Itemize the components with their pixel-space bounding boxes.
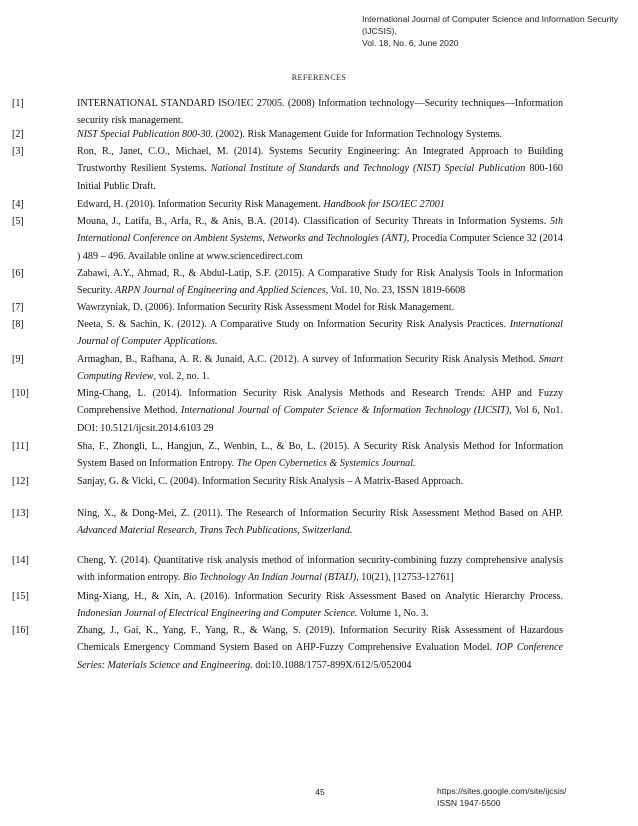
reference-text-tail: , vol. 2, no. 1. bbox=[153, 371, 210, 383]
reference-number: [5] bbox=[12, 216, 24, 227]
reference-number: [9] bbox=[12, 354, 24, 365]
reference-text: Neeta, S. & Sachin, K. (2012). A Comparative Study on Information Security Risk Analysis Practices. bbox=[77, 319, 510, 330]
reference-text: Edward, H. (2010). Information Security Risk Management. bbox=[77, 199, 324, 210]
reference-venue: 5th International Conference on Ambient Systems, Networks and Technologies (ANT), bbox=[77, 216, 563, 245]
reference-item bbox=[12, 622, 564, 674]
reference-item bbox=[12, 351, 563, 386]
reference-item bbox=[12, 588, 563, 623]
reference-venue: The Open Cybernetics & Systemics Journal. bbox=[236, 458, 416, 470]
reference-number: [13] bbox=[12, 508, 29, 519]
reference-text-tail: , Vol. 10, No. 23, ISSN 1819-6608 bbox=[325, 285, 466, 297]
reference-text: Sha, F., Zhongli, L., Hangjun, Z., Wenbin, L., & Bo, L. (2015). A Security Risk Analysis Method for Information System Based on Information Entropy. bbox=[77, 441, 563, 470]
reference-venue: Bio Technology An Indian Journal (BTAIJ), bbox=[182, 572, 359, 584]
reference-venue: Smart Computing Review bbox=[77, 354, 563, 383]
reference-venue: International Journal of Computer Applications. bbox=[77, 319, 563, 348]
journal-title-line: International Journal of Computer Science and Information Security (IJCSIS), bbox=[362, 14, 619, 36]
reference-text-tail: (2002). Risk Management Guide for Information Technology Systems. bbox=[213, 129, 503, 140]
reference-number: [15] bbox=[12, 591, 29, 602]
reference-item bbox=[12, 385, 563, 437]
footer-url: https://sites.google.com/site/ijcsis/ bbox=[437, 786, 567, 796]
footer-info bbox=[437, 785, 627, 809]
journal-volume-line: Vol. 18, No. 6, June 2020 bbox=[362, 38, 459, 48]
reference-number: [16] bbox=[12, 625, 29, 636]
reference-venue: International Journal of Computer Science & Information Technology (IJCSIT) bbox=[181, 405, 510, 417]
references-heading: REFERENCES bbox=[291, 73, 347, 82]
reference-venue: Advanced Material Research, Trans Tech Publications, Switzerland. bbox=[77, 525, 353, 537]
journal-header bbox=[362, 13, 630, 49]
reference-item bbox=[12, 299, 563, 316]
reference-item bbox=[12, 316, 563, 351]
reference-number: [2] bbox=[12, 129, 24, 140]
reference-text-tail: Volume 1, No. 3. bbox=[357, 608, 429, 620]
reference-text-tail: 800-160 Initial Public Draft. bbox=[77, 163, 563, 192]
reference-venue: NIST Special Publication 800-30. bbox=[77, 129, 214, 140]
reference-text: Armaghan, B., Rafhana, A. R. & Junaid, A.C. (2012). A survey of Information Security Risk Analysis Method. bbox=[77, 354, 539, 365]
reference-venue: Handbook for ISO/IEC 27001 bbox=[323, 199, 445, 210]
reference-text: Ming-Chang, L. (2014). Information Security Risk Analysis Methods and Research Trends: AHP and Fuzzy Comprehensive Method. bbox=[77, 388, 563, 417]
reference-text: Ming-Xiang, H., & Xin, A. (2016). Information Security Risk Assessment Based on Analytic Hierarchy Process. bbox=[77, 591, 563, 602]
reference-number: [4] bbox=[12, 199, 24, 210]
reference-text-tail: , Vol 6, No1. DOI: 10.5121/ijcsit.2014.6103 29 bbox=[77, 405, 563, 434]
reference-number: [10] bbox=[12, 388, 29, 399]
page-number: 45 bbox=[315, 787, 325, 797]
reference-number: [11] bbox=[12, 441, 29, 452]
reference-text: Zabawi, A.Y., Ahmad, R., & Abdul-Latip, S.F. (2015). A Comparative Study for Risk Analysis Tools in Information Security. bbox=[77, 268, 563, 297]
reference-item bbox=[12, 438, 563, 473]
reference-text: Ning, X., & Dong-Mei, Z. (2011). The Research of Information Security Risk Assessment Method Based on AHP. bbox=[77, 508, 563, 519]
reference-text: Mouna, J., Latifa, B., Arfa, R., & Anis, B.A. (2014). Classification of Security Threats in Information Systems. bbox=[77, 216, 551, 227]
reference-text: Wawrzyniak, D. (2006). Information Security Risk Assessment Model for Risk Management. bbox=[77, 302, 455, 313]
reference-text-tail: 10(21), [12753-12761] bbox=[358, 572, 454, 584]
reference-item bbox=[12, 143, 563, 195]
reference-number: [7] bbox=[12, 302, 24, 313]
reference-number: [3] bbox=[12, 146, 24, 157]
reference-item bbox=[12, 126, 563, 143]
footer-issn: ISSN 1947-5500 bbox=[437, 798, 501, 808]
reference-item bbox=[12, 196, 563, 213]
reference-text: Sanjay, G. & Vicki, C. (2004). Information Security Risk Analysis – A Matrix-Based Approach. bbox=[77, 476, 464, 487]
reference-text: Ron, R., Janet, C.O., Michael, M. (2014). Systems Security Engineering: An Integrated Approach to Building Trustworthy Resilient Systems. bbox=[77, 146, 563, 175]
reference-number: [12] bbox=[12, 476, 29, 487]
reference-item bbox=[12, 95, 563, 130]
reference-item bbox=[12, 505, 563, 540]
reference-item bbox=[12, 552, 563, 587]
reference-number: [6] bbox=[12, 268, 24, 279]
reference-text: Cheng, Y. (2014). Quantitative risk analysis method of information security-combining fuzzy comprehensive analysis with information entropy. bbox=[77, 555, 563, 584]
reference-venue: ARPN Journal of Engineering and Applied Sciences bbox=[115, 285, 326, 297]
reference-text-tail: doi:10.1088/1757-899X/612/5/052004 bbox=[252, 659, 412, 671]
reference-text: INTERNATIONAL STANDARD ISO/IEC 27005. (2008) Information technology—Security techniques—Information security risk management. bbox=[77, 98, 563, 127]
reference-number: [8] bbox=[12, 319, 24, 330]
reference-number: [1] bbox=[12, 98, 24, 109]
reference-text: Zhang, J., Gai, K., Yang, F., Yang, R., & Wang, S. (2019). Information Security Risk Assessment of Hazardous Chemicals Emergency Command System Based on AHP-Fuzzy Comprehensive Evaluation Model. bbox=[77, 625, 563, 654]
reference-number: [14] bbox=[12, 555, 29, 566]
reference-item bbox=[12, 213, 563, 265]
reference-venue: IOP Conference Series: Materials Science and Engineering. bbox=[77, 642, 564, 671]
reference-venue: Indonesian Journal of Electrical Engineering and Computer Science. bbox=[77, 608, 358, 620]
reference-item bbox=[12, 473, 563, 490]
reference-venue: National Institute of Standards and Technology (NIST) Special Publication bbox=[210, 163, 526, 175]
reference-item bbox=[12, 265, 563, 300]
reference-text-tail: Procedia Computer Science 32 (2014 ) 489 – 496. Available online at www.sciencedirect.com bbox=[77, 233, 563, 262]
